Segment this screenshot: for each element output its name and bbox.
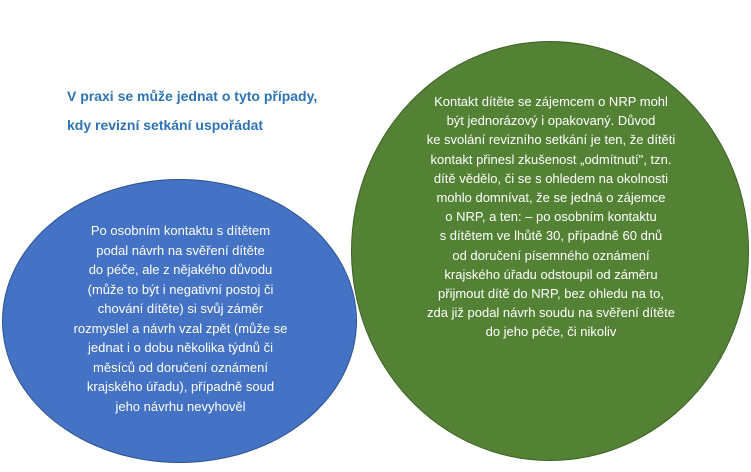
right-circle-line: mohlo domnívat, že se jedná o zájemce	[436, 190, 666, 206]
left-circle-line: (může to být i negativní postoj či	[87, 281, 274, 297]
right-circle-line: o NRP, a ten: – po osobním kontaktu	[445, 209, 657, 225]
right-circle-line: přijmout dítě do NRP, bez ohledu na to,	[438, 286, 664, 302]
right-circle-line: Kontakt dítěte se zájemcem o NRP mohl	[434, 94, 668, 109]
right-circle-line: ke svolání revizního setkání je ten, že dítěti	[426, 132, 676, 148]
right-circle-line: s dítětem ve lhůtě 30, případně 60 dnů	[439, 228, 663, 244]
right-circle-text	[395, 92, 707, 342]
right-circle-line: být jednorázový i opakovaný. Důvod	[446, 113, 656, 129]
right-circle-line: do jeho péče, či nikoliv	[485, 324, 617, 340]
left-circle-line: podal návrh na svěření dítěte	[96, 242, 265, 258]
right-circle-line: kontakt přinesl zkušenost „odmítnutí", tzn.	[430, 151, 672, 167]
left-circle-shape	[2, 179, 357, 463]
right-circle-shape	[351, 41, 749, 461]
left-circle-line: Po osobním kontaktu s dítětem	[90, 223, 271, 238]
right-circle-line: krajského úřadu odstoupil od záměru	[444, 266, 658, 282]
left-circle-line: jeho návrhu nevyhověl	[115, 398, 246, 414]
page-heading	[67, 82, 367, 140]
left-circle-text	[43, 221, 318, 416]
left-circle-line: měsíců od doručení oznámení	[93, 359, 268, 375]
left-circle-line: rozmyslel a návrh vzal zpět (může se	[73, 320, 288, 336]
right-circle-line: zda již podal návrh soudu na svěření dítěte	[427, 305, 675, 321]
left-circle-line: do péče, ale z nějakého důvodu	[88, 262, 273, 277]
right-circle-line: dítě vědělo, či se s ohledem na okolnosti	[433, 170, 669, 186]
right-circle-line: od doručení písemného oznámení	[452, 247, 650, 263]
left-circle-line: chování dítěte) si svůj záměr	[97, 301, 264, 316]
left-circle-line: krajského úřadu), případně soud	[86, 379, 275, 394]
heading-line-1: V praxi se může jednat o tyto případy,	[67, 88, 318, 104]
heading-line-2: kdy revizní setkání uspořádat	[67, 117, 264, 133]
left-circle-line: jednat i o dobu několika týdnů či	[87, 340, 273, 355]
